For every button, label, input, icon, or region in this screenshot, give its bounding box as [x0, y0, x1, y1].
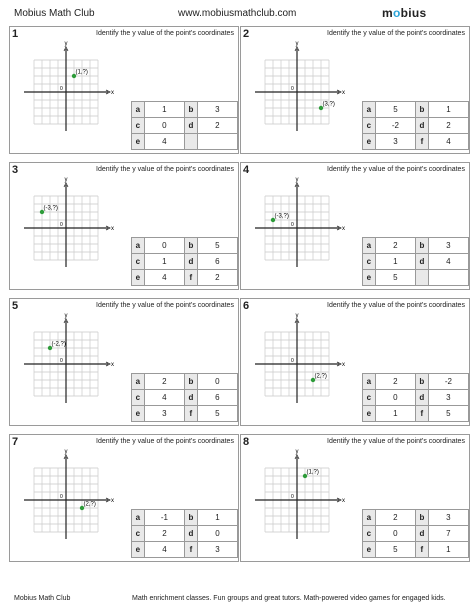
choice-letter	[415, 270, 428, 286]
choice-letter: e	[132, 542, 145, 558]
problem-prompt: Identify the y value of the point's coordinates	[96, 166, 234, 173]
y-axis-label: y	[64, 41, 68, 47]
answer-row	[132, 102, 238, 118]
choice-value: 0	[197, 526, 237, 542]
choice-letter: a	[363, 374, 376, 390]
choice-value: 2	[428, 118, 468, 134]
x-axis-label: x	[342, 362, 345, 368]
choice-letter: a	[132, 374, 145, 390]
coordinate-plane	[10, 163, 128, 289]
choice-letter: a	[132, 102, 145, 118]
choice-letter: b	[185, 510, 198, 526]
choice-letter: e	[132, 406, 145, 422]
choice-letter: c	[363, 118, 376, 134]
coordinate-plane	[241, 299, 359, 425]
answer-row	[363, 254, 469, 270]
answer-choices	[131, 509, 238, 558]
origin-label: 0	[60, 86, 63, 92]
answer-choices	[131, 237, 238, 286]
y-axis-label: y	[295, 177, 299, 183]
choice-value: 3	[428, 510, 468, 526]
choice-value: 7	[428, 526, 468, 542]
choice-letter: a	[363, 102, 376, 118]
answer-row	[132, 390, 238, 406]
x-axis-label: x	[111, 362, 114, 368]
choice-letter: d	[184, 118, 197, 134]
choice-value: 5	[197, 238, 237, 254]
choice-value: 4	[428, 134, 468, 150]
choice-letter: f	[184, 270, 197, 286]
choice-value: 1	[144, 102, 184, 118]
choice-value: 5	[375, 270, 415, 286]
choice-letter: c	[363, 390, 376, 406]
choice-value: 4	[144, 134, 184, 150]
footer-tagline: Math enrichment classes. Fun groups and great tutors. Math-powered video games for engaged kids.	[132, 595, 446, 602]
coordinate-plane	[10, 435, 128, 561]
answer-row	[363, 510, 469, 526]
choice-letter: c	[132, 254, 145, 270]
x-axis-label: x	[342, 498, 345, 504]
choice-value: 5	[375, 542, 415, 558]
problem-number: 8	[243, 436, 250, 448]
point-label: (-3,?)	[43, 205, 58, 212]
coordinate-plane	[241, 163, 359, 289]
choice-value: -2	[428, 374, 468, 390]
problem-number: 3	[12, 164, 19, 176]
problem-prompt: Identify the y value of the point's coordinates	[327, 166, 465, 173]
choice-value: 1	[428, 542, 468, 558]
answer-row	[363, 270, 469, 286]
club-name: Mobius Math Club	[14, 8, 95, 19]
problem-prompt: Identify the y value of the point's coordinates	[96, 302, 234, 309]
point-label: (-2,?)	[51, 341, 66, 348]
choice-value: 0	[197, 374, 237, 390]
choice-value: 1	[144, 254, 184, 270]
point-label: (1,?)	[75, 69, 88, 76]
choice-value: 3	[197, 542, 237, 558]
choice-value: 4	[144, 542, 184, 558]
choice-value: 5	[375, 102, 415, 118]
choice-letter: f	[415, 406, 428, 422]
choice-letter: a	[363, 510, 376, 526]
choice-value	[428, 270, 468, 286]
choice-value: 3	[428, 238, 468, 254]
choice-value: 4	[144, 270, 184, 286]
problem-prompt: Identify the y value of the point's coordinates	[327, 438, 465, 445]
x-axis-label: x	[111, 90, 114, 96]
choice-letter: d	[185, 526, 198, 542]
origin-label: 0	[291, 358, 294, 364]
problem-number: 5	[12, 300, 19, 312]
point-label: (3,?)	[322, 101, 335, 108]
choice-letter: c	[132, 390, 145, 406]
choice-value: 0	[375, 526, 415, 542]
answer-row	[363, 526, 469, 542]
choice-value: 6	[197, 254, 237, 270]
choice-value: 4	[144, 390, 184, 406]
problem-panel	[9, 162, 239, 290]
choice-letter: f	[415, 542, 428, 558]
choice-value: 0	[375, 390, 415, 406]
answer-row	[363, 118, 469, 134]
choice-value: 1	[375, 406, 415, 422]
problem-panel	[240, 162, 470, 290]
problem-number: 2	[243, 28, 250, 40]
choice-letter: d	[415, 390, 428, 406]
choice-letter: f	[184, 406, 197, 422]
answer-row	[363, 406, 469, 422]
footer-club-name: Mobius Math Club	[14, 595, 71, 602]
choice-value: 3	[428, 390, 468, 406]
y-axis-label: y	[295, 313, 299, 319]
y-axis-label: y	[295, 449, 299, 455]
y-axis-label: y	[64, 313, 68, 319]
x-axis-label: x	[342, 226, 345, 232]
problem-prompt: Identify the y value of the point's coordinates	[327, 302, 465, 309]
answer-row	[132, 526, 238, 542]
problem-prompt: Identify the y value of the point's coordinates	[96, 30, 234, 37]
choice-value: 5	[197, 406, 237, 422]
origin-label: 0	[60, 222, 63, 228]
choice-letter: e	[132, 134, 145, 150]
problem-prompt: Identify the y value of the point's coordinates	[327, 30, 465, 37]
choice-letter: b	[415, 510, 428, 526]
origin-label: 0	[291, 494, 294, 500]
answer-row	[132, 374, 238, 390]
choice-value: 2	[375, 238, 415, 254]
answer-choices	[362, 509, 469, 558]
choice-letter: a	[132, 238, 145, 254]
problem-panel	[9, 434, 239, 562]
problem-panel	[240, 298, 470, 426]
choice-letter	[184, 134, 197, 150]
choice-letter: c	[363, 526, 376, 542]
problem-number: 7	[12, 436, 19, 448]
coordinate-plane	[10, 27, 128, 153]
origin-label: 0	[60, 494, 63, 500]
answer-row	[363, 134, 469, 150]
origin-label: 0	[291, 222, 294, 228]
choice-value: 2	[197, 118, 237, 134]
choice-letter: b	[416, 102, 429, 118]
answer-row	[363, 542, 469, 558]
choice-letter: c	[132, 118, 145, 134]
choice-value	[197, 134, 237, 150]
point-label: (2,?)	[314, 373, 327, 380]
x-axis-label: x	[111, 226, 114, 232]
choice-value: 3	[144, 406, 184, 422]
choice-value: -1	[144, 510, 184, 526]
answer-choices	[131, 373, 238, 422]
coordinate-plane	[10, 299, 128, 425]
choice-value: 1	[428, 102, 468, 118]
origin-label: 0	[291, 86, 294, 92]
answer-choices	[362, 101, 469, 150]
answer-choices	[362, 373, 469, 422]
choice-letter: d	[184, 390, 197, 406]
problem-panel	[240, 434, 470, 562]
page-header	[0, 0, 474, 24]
y-axis-label: y	[64, 177, 68, 183]
coordinate-plane	[241, 27, 359, 153]
problem-panel	[9, 298, 239, 426]
choice-value: 1	[375, 254, 415, 270]
choice-value: 3	[197, 102, 237, 118]
problem-panel	[9, 26, 239, 154]
point-label: (2,?)	[83, 501, 96, 508]
answer-choices	[131, 101, 238, 150]
answer-row	[363, 390, 469, 406]
answer-row	[363, 102, 469, 118]
club-url[interactable]: www.mobiusmathclub.com	[178, 8, 297, 19]
answer-row	[132, 406, 238, 422]
choice-value: 0	[144, 118, 184, 134]
problem-number: 1	[12, 28, 19, 40]
choice-value: 2	[375, 374, 415, 390]
choice-value: 0	[144, 238, 184, 254]
choice-letter: b	[184, 102, 197, 118]
answer-row	[132, 510, 238, 526]
choice-value: 2	[144, 374, 184, 390]
answer-row	[132, 118, 238, 134]
choice-value: 2	[375, 510, 415, 526]
choice-letter: e	[363, 406, 376, 422]
choice-value: 1	[197, 510, 237, 526]
answer-row	[132, 254, 238, 270]
answer-row	[132, 542, 238, 558]
x-axis-label: x	[342, 90, 345, 96]
answer-row	[132, 270, 238, 286]
x-axis-label: x	[111, 498, 114, 504]
coordinate-plane	[241, 435, 359, 561]
choice-value: -2	[375, 118, 415, 134]
choice-value: 2	[197, 270, 237, 286]
choice-letter: c	[132, 526, 145, 542]
answer-choices	[362, 237, 469, 286]
problem-number: 4	[243, 164, 250, 176]
origin-label: 0	[60, 358, 63, 364]
answer-row	[132, 238, 238, 254]
choice-letter: e	[132, 270, 145, 286]
choice-letter: a	[132, 510, 145, 526]
mobius-logo: mobius	[382, 6, 427, 20]
point-label: (1,?)	[306, 469, 319, 476]
choice-letter: f	[185, 542, 198, 558]
choice-letter: a	[363, 238, 376, 254]
y-axis-label: y	[295, 41, 299, 47]
page-footer	[0, 592, 474, 610]
choice-letter: b	[415, 374, 428, 390]
choice-value: 4	[428, 254, 468, 270]
problem-prompt: Identify the y value of the point's coordinates	[96, 438, 234, 445]
choice-letter: f	[416, 134, 429, 150]
choice-letter: d	[415, 254, 428, 270]
answer-row	[363, 374, 469, 390]
problem-panel	[240, 26, 470, 154]
choice-letter: b	[184, 374, 197, 390]
choice-letter: e	[363, 134, 376, 150]
choice-letter: d	[416, 118, 429, 134]
choice-letter: b	[184, 238, 197, 254]
choice-value: 5	[428, 406, 468, 422]
choice-value: 2	[144, 526, 184, 542]
choice-letter: e	[363, 542, 376, 558]
choice-value: 6	[197, 390, 237, 406]
choice-letter: d	[415, 526, 428, 542]
answer-row	[363, 238, 469, 254]
problem-number: 6	[243, 300, 250, 312]
answer-row	[132, 134, 238, 150]
choice-letter: b	[415, 238, 428, 254]
choice-letter: e	[363, 270, 376, 286]
choice-letter: c	[363, 254, 376, 270]
y-axis-label: y	[64, 449, 68, 455]
choice-letter: d	[184, 254, 197, 270]
point-label: (-3,?)	[274, 213, 289, 220]
choice-value: 3	[375, 134, 415, 150]
